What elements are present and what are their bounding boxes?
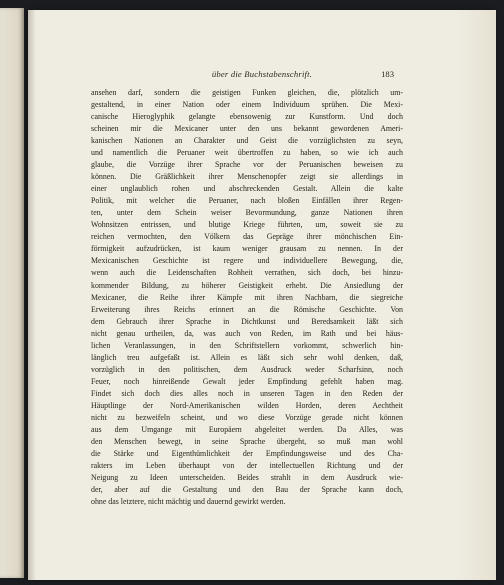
text-line: glaube, die Vorzüge ihrer Sprache vor der Peruanischen beweisen zu xyxy=(91,160,403,170)
page-number: 183 xyxy=(381,69,394,79)
text-line: einer unglaublich rohen und abschreckenden Gestalt. Allein die kalte xyxy=(91,184,403,194)
text-line: und namentlich die Peruaner weit übertroffen zu haben, so wie ich auch xyxy=(91,148,403,158)
text-line: dem Gebrauch ihrer Sprache in Dichtkunst und Beredsamkeit läßt sich xyxy=(91,316,403,326)
text-line: gestaltend, in einer Nation oder einem Individuum sprühen. Die Mexi- xyxy=(91,100,403,110)
text-line: vorzüglich in den politischen, dem Ausdruck weder Scharfsinn, noch xyxy=(91,364,403,374)
text-line: Erweiterung ihres Reichs erinnert an die Römische Geschichte. Von xyxy=(91,304,403,314)
text-line: Politik, mit welcher die Peruaner, nach bloßen Einfällen ihrer Regen- xyxy=(91,196,403,206)
text-line: länglich treu aufgefaßt ist. Allein es läßt sich sehr wohl denken, daß, xyxy=(91,352,403,362)
text-line: canische Hieroglyphik gelangte ebensowenig zur Kunstform. Und doch xyxy=(91,112,403,122)
page-edge-tone xyxy=(456,10,496,580)
text-line: nicht genau urtheilen, da, was auch von Reden, im Rath und bei häus- xyxy=(91,328,403,338)
book-page xyxy=(28,10,496,580)
text-line: Feuer, noch hinreißende Gewalt jeder Empfindung gefehlt haben mag. xyxy=(91,376,403,386)
text-line: aus dem Umgange mit Europäern abgeleitet werden. Da Alles, was xyxy=(91,424,403,434)
text-line: kommender Bildung, zu höherer Geistigkeit erhebt. Die Ansiedlung der xyxy=(91,280,403,290)
facing-page-edge xyxy=(0,8,24,578)
text-line: scheinen mir die Mexicaner unter den uns bekannt gewordenen Ameri- xyxy=(91,124,403,134)
text-line: kanischen Nationen an Charakter und Geist die vorzüglichsten zu seyn, xyxy=(91,136,403,146)
page-header xyxy=(28,69,496,83)
text-line: ohne das letztere, nicht mächtig und dauernd gewirkt werden. xyxy=(91,497,286,507)
text-line: ansehen darf, sondern die geistigen Funken gleichen, die, plötzlich um- xyxy=(91,88,403,97)
running-title: über die Buchstabenschrift. xyxy=(211,69,313,79)
text-line: Mexicaner, die Reihe ihrer Kämpfe mit ihren Nachbarn, die siegreiche xyxy=(91,292,403,302)
text-line: ten, unter dem Schein weiser Bevormundung, ganze Nationen ihren xyxy=(91,208,403,218)
text-line: Mexicanischen Geschichte ist regere und individuellere Bewegung, die, xyxy=(91,256,403,266)
text-line: Neigung zu Ideen unterscheiden. Beides strahlt in dem Ausdruck wie- xyxy=(91,473,403,482)
text-line: nicht zu bezweifeln scheint, und wo diese Vorzüge gerade nicht können xyxy=(91,412,403,422)
text-line: wenn auch die Leidenschaften Rohheit verrathen, sich doch, bei hinzu- xyxy=(91,268,403,278)
text-line: den Menschen bewegt, in seine Sprache übergeht, so muß man wohl xyxy=(91,436,403,446)
text-line: Wohnsitzen entrissen, und blutige Kriege führten, um, soweit sie zu xyxy=(91,220,403,230)
text-line: können. Die Gräßlichkeit ihrer Menschenopfer zeigt sie allerdings in xyxy=(91,172,403,182)
text-line: rakters im Leben überhaupt von der intellectuellen Richtung und der xyxy=(91,460,403,470)
text-line: Findet sich doch dies alles noch in unseren Tagen in den Reden der xyxy=(91,388,403,398)
body-text xyxy=(91,87,403,508)
text-line: reichen vermochten, den Völkern das Gepräge ihrer mönchischen Ein- xyxy=(91,232,403,242)
gutter-shadow xyxy=(28,10,36,580)
text-line: der, aber auf die Gestaltung und den Bau der Sprache kann doch, xyxy=(91,485,403,495)
text-line: Häuptlinge der Nord-Amerikanischen wilden Horden, deren Aechtheit xyxy=(91,400,403,410)
text-line: lichen Veranlassungen, in den Schriftstellern vorkommt, schwerlich hin- xyxy=(91,340,403,350)
text-line: die Stärke und Eigenthümlichkeit der Empfindungsweise und des Cha- xyxy=(91,448,403,458)
text-line: förmigkeit aufzudrücken, ist kaum weniger grausam zu nennen. In der xyxy=(91,244,403,254)
